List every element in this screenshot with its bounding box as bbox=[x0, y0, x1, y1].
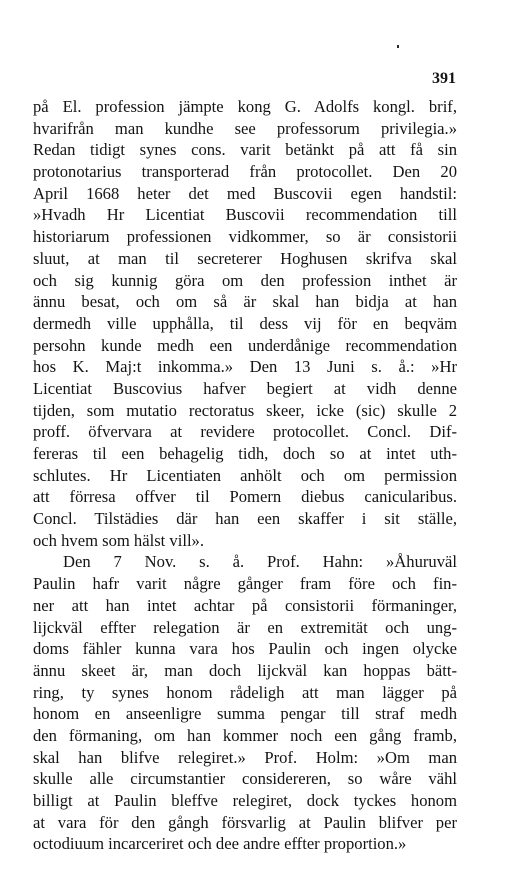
text-line: historiarum professionen vidkommer, so är consistorii bbox=[33, 227, 457, 247]
text-line: April 1668 heter det med Buscovii egen handstil: bbox=[33, 183, 457, 203]
text-line: hvarifrån man kundhe see professorum privilegia.» bbox=[33, 118, 457, 138]
text-line: persohn kunde medh een underdånige recommendation bbox=[33, 335, 457, 355]
text-line: ring, ty synes honom rådeligh att man lägger på bbox=[33, 682, 457, 702]
text-line: på El. profession jämpte kong G. Adolfs kongl. brif, bbox=[33, 97, 457, 116]
text-line: schlutes. Hr Licentiaten anhölt och om permission bbox=[33, 465, 457, 485]
text-line: att förresa offver til Pomern diebus canicularibus. bbox=[33, 487, 457, 507]
page-number: 391 bbox=[432, 70, 456, 87]
text-line: skal han blifve relegiret.» Prof. Holm: »Om man bbox=[33, 747, 457, 767]
text-line: Redan tidigt synes cons. varit betänkt på att få sin bbox=[33, 140, 457, 160]
text-line: at vara för den gångh försvarlig at Paulin blifver per bbox=[33, 812, 457, 832]
text-line: billigt at Paulin bleffve relegiret, dock tyckes honom bbox=[33, 791, 457, 810]
text-line: fereras til een behagelig tidh, doch so at intet uth- bbox=[33, 444, 457, 463]
text-line: Paulin hafr varit någre gånger fram före och fin- bbox=[33, 574, 457, 594]
text-line: ner att han intet achtar på consistorii förmaninger, bbox=[33, 595, 457, 615]
text-line: ännu besat, och om så är skal han bidja at han bbox=[33, 292, 457, 312]
text-line: sluut, at man til secreterer Hoghusen skrifva skal bbox=[33, 248, 457, 268]
text-line: skulle alle circumstantier considereren, so wåre vähl bbox=[33, 769, 457, 789]
text-line: octodiuum incarceriret och dee andre effter proportion.» bbox=[33, 834, 407, 854]
text-line: lijckväl effter relegation är en extremität och ung- bbox=[33, 617, 457, 637]
text-line: den förmaning, om han kommer noch een gång framb, bbox=[33, 725, 457, 745]
text-line: protonotarius transporterad från protocollet. Den 20 bbox=[33, 162, 457, 182]
print-speck bbox=[397, 45, 399, 48]
text-line: »Hvadh Hr Licentiat Buscovii recommendation till bbox=[33, 205, 457, 225]
text-line: Licentiat Buscovius hafver begiert at vidh denne bbox=[33, 378, 457, 398]
text-line: dermedh ville upphålla, til dess vij för en beqväm bbox=[33, 313, 457, 333]
text-line: hos K. Maj:t inkomma.» Den 13 Juni s. å.: »Hr bbox=[33, 357, 457, 377]
text-line: och hvem som hälst vill». bbox=[33, 530, 204, 550]
text-line: Concl. Tilstädies där han een skaffer i sit ställe, bbox=[33, 509, 457, 529]
body-text bbox=[33, 96, 457, 855]
text-line: ännu skeet är, man doch lijckväl kan hoppas bätt- bbox=[33, 660, 457, 680]
text-line: Den 7 Nov. s. å. Prof. Hahn: »Åhuruväl bbox=[63, 552, 457, 572]
text-line: honom en anseenligre summa pengar till straf medh bbox=[33, 704, 457, 724]
text-line: och sig kunnig göra om den profession inthet är bbox=[33, 270, 457, 290]
text-line: proff. öfvervara at revidere protocollet. Concl. Dif- bbox=[33, 422, 457, 442]
text-line: tijden, som mutatio rectoratus skeer, icke (sic) skulle 2 bbox=[33, 400, 457, 420]
text-line: doms fähler kunna vara hos Paulin och ingen olycke bbox=[33, 639, 457, 659]
